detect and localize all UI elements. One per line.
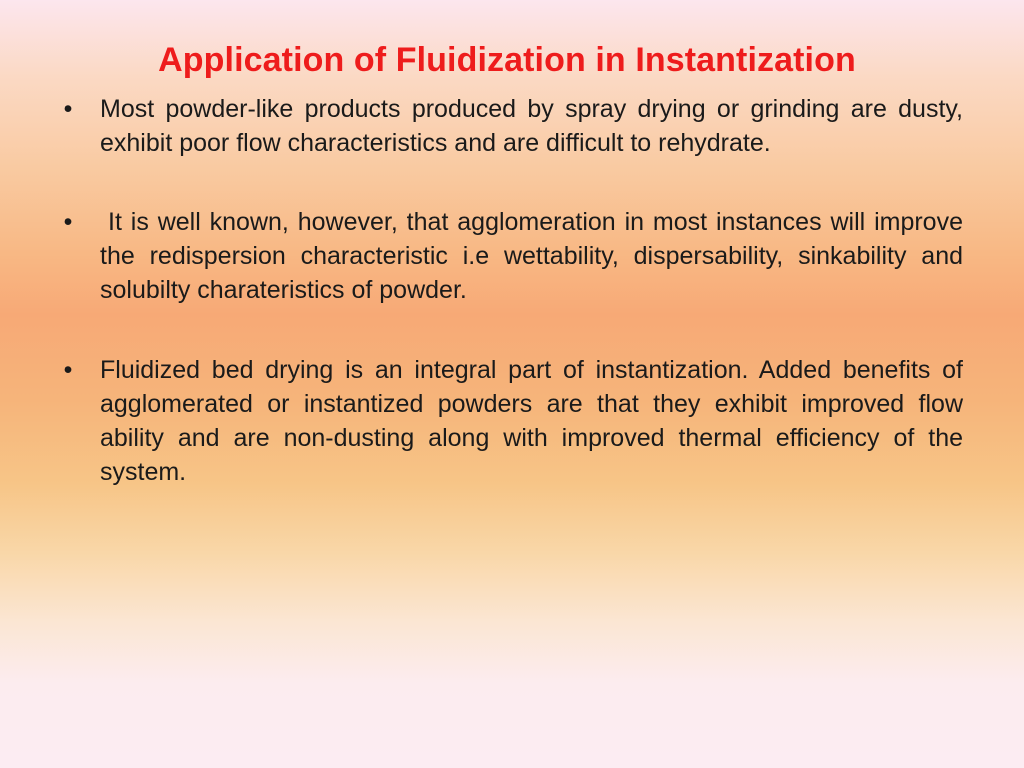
bullet-text-1: Most powder-like products produced by spray drying or grinding are dusty, exhibit poor flow characteristics and are difficult to rehydrate. — [100, 95, 963, 157]
bullet-item-1 — [63, 92, 963, 160]
bullet-text-3: Fluidized bed drying is an integral part of instantization. Added benefits of agglomerated or instantized powders are that they exhibit improved flow ability and are non-dusting along with improved thermal efficiency of the system. — [100, 356, 963, 486]
bullet-list — [0, 92, 1024, 489]
bullet-icon: • — [63, 356, 73, 384]
bullet-text-2: It is well known, however, that agglomeration in most instances will improve the redispersion characteristic i.e wettability, dispersability, sinkability and solubilty charateristics of powder. — [100, 208, 963, 304]
bullet-icon: • — [63, 208, 73, 236]
slide-title: Application of Fluidization in Instantization — [158, 41, 856, 79]
bullet-icon: • — [63, 95, 73, 123]
bullet-item-3 — [63, 353, 963, 489]
bullet-item-2 — [63, 205, 963, 307]
